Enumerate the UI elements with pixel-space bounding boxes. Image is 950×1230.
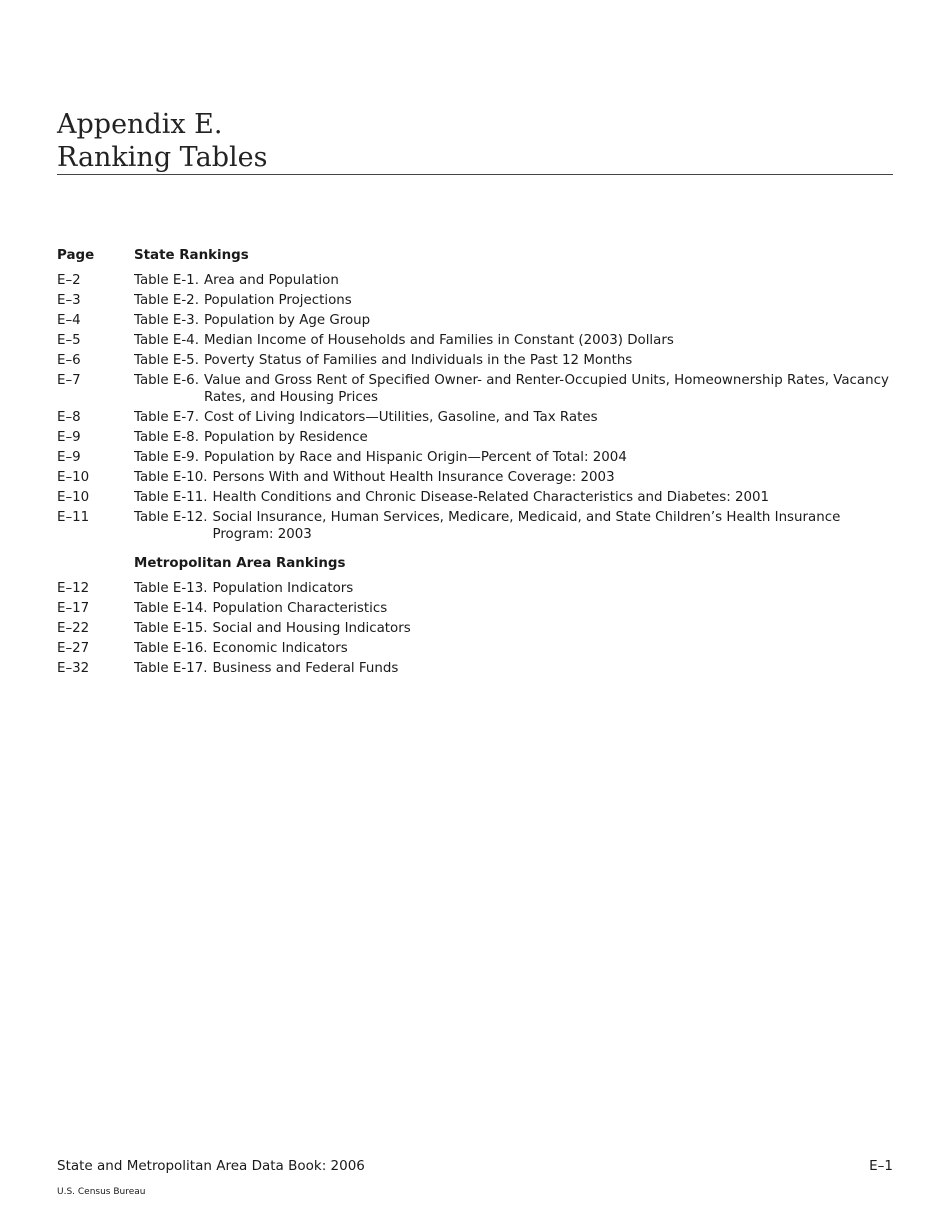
- toc-row[interactable]: [57, 469, 893, 486]
- toc-row[interactable]: [57, 509, 893, 543]
- toc-page-number: E–10: [57, 470, 90, 485]
- toc-page-number: E–9: [57, 450, 81, 465]
- toc-table-label: Table E-6.: [134, 373, 199, 388]
- toc-table-title: Persons With and Without Health Insurance Coverage: 2003: [212, 470, 615, 485]
- toc-page-number: E–7: [57, 373, 81, 388]
- toc-table-title: Social and Housing Indicators: [212, 621, 411, 636]
- toc-table-label: Table E-11.: [134, 490, 208, 505]
- table-of-contents: [57, 247, 893, 680]
- toc-table-label: Table E-1.: [134, 273, 199, 288]
- toc-row[interactable]: [57, 332, 893, 349]
- toc-page-number: E–2: [57, 273, 81, 288]
- toc-table-title: Poverty Status of Families and Individuals in the Past 12 Months: [203, 353, 633, 368]
- toc-row[interactable]: [57, 292, 893, 309]
- toc-table-label: Table E-16.: [134, 641, 208, 656]
- toc-table-label: Table E-14.: [134, 601, 208, 616]
- toc-page-number: E–3: [57, 293, 81, 308]
- toc-page-number: E–4: [57, 313, 81, 328]
- toc-row[interactable]: [57, 429, 893, 446]
- toc-page-number: E–6: [57, 353, 81, 368]
- toc-table-label: Table E-10.: [134, 470, 208, 485]
- toc-row[interactable]: [57, 372, 893, 406]
- toc-table-label: Table E-3.: [134, 313, 199, 328]
- toc-page-number: E–12: [57, 581, 90, 596]
- toc-table-label: Table E-2.: [134, 293, 199, 308]
- toc-row[interactable]: [57, 640, 893, 657]
- toc-row[interactable]: [57, 620, 893, 637]
- toc-page-number: E–17: [57, 601, 90, 616]
- toc-table-title: Median Income of Households and Families in Constant (2003) Dollars: [203, 333, 674, 348]
- toc-page-number: E–22: [57, 621, 90, 636]
- title-line-2: Ranking Tables: [57, 142, 268, 173]
- toc-row[interactable]: [57, 660, 893, 677]
- toc-row[interactable]: [57, 352, 893, 369]
- toc-table-label: Table E-5.: [134, 353, 199, 368]
- toc-row[interactable]: [57, 600, 893, 617]
- toc-table-title: Population Indicators: [212, 581, 354, 596]
- toc-table-label: Table E-15.: [134, 621, 208, 636]
- toc-table-label: Table E-13.: [134, 581, 208, 596]
- toc-table-label: Table E-17.: [134, 661, 208, 676]
- toc-page-number: E–8: [57, 410, 81, 425]
- toc-row[interactable]: [57, 272, 893, 289]
- toc-table-label: Table E-8.: [134, 430, 199, 445]
- toc-table-title: Population by Residence: [203, 430, 368, 445]
- toc-page-number: E–32: [57, 661, 90, 676]
- toc-page-number: E–11: [57, 510, 90, 525]
- page-column-header: Page: [57, 248, 95, 263]
- toc-page-number: E–9: [57, 430, 81, 445]
- footer-organization: U.S. Census Bureau: [57, 1187, 146, 1197]
- toc-table-title: Population Characteristics: [212, 601, 388, 616]
- toc-row[interactable]: [57, 489, 893, 506]
- page-title: [57, 108, 893, 175]
- toc-table-title: Area and Population: [203, 273, 339, 288]
- toc-table-label: Table E-4.: [134, 333, 199, 348]
- toc-table-title: Population Projections: [203, 293, 352, 308]
- title-line-1: Appendix E.: [57, 109, 223, 140]
- toc-table-label: Table E-9.: [134, 450, 199, 465]
- toc-row[interactable]: [57, 312, 893, 329]
- toc-table-title: Population by Race and Hispanic Origin—Percent of Total: 2004: [203, 450, 627, 465]
- state-rankings-header: State Rankings: [134, 248, 249, 263]
- toc-page-number: E–5: [57, 333, 81, 348]
- footer-page-number: E–1: [869, 1158, 893, 1174]
- metro-rankings-header: Metropolitan Area Rankings: [134, 556, 346, 571]
- toc-row[interactable]: [57, 409, 893, 426]
- toc-table-title: Economic Indicators: [212, 641, 348, 656]
- toc-table-title: Health Conditions and Chronic Disease-Related Characteristics and Diabetes: 2001: [212, 490, 770, 505]
- metro-header-row: [57, 555, 893, 572]
- toc-row[interactable]: [57, 449, 893, 466]
- footer-book-title: State and Metropolitan Area Data Book: 2006: [57, 1158, 365, 1174]
- toc-page-number: E–27: [57, 641, 90, 656]
- toc-page-number: E–10: [57, 490, 90, 505]
- toc-table-title: Value and Gross Rent of Specified Owner- and Renter-Occupied Units, Homeownership Rates, Vacancy Rates, and Housing Prices: [203, 373, 889, 405]
- toc-table-title: Population by Age Group: [203, 313, 371, 328]
- toc-table-label: Table E-12.: [134, 510, 208, 525]
- toc-table-title: Social Insurance, Human Services, Medicare, Medicaid, and State Children’s Health Insurance Program: 2003: [212, 510, 841, 542]
- toc-table-title: Business and Federal Funds: [212, 661, 399, 676]
- state-rankings-list: [57, 272, 893, 543]
- toc-row[interactable]: [57, 580, 893, 597]
- toc-table-title: Cost of Living Indicators—Utilities, Gasoline, and Tax Rates: [203, 410, 598, 425]
- toc-header-row: [57, 247, 893, 264]
- metro-rankings-list: [57, 580, 893, 677]
- toc-table-label: Table E-7.: [134, 410, 199, 425]
